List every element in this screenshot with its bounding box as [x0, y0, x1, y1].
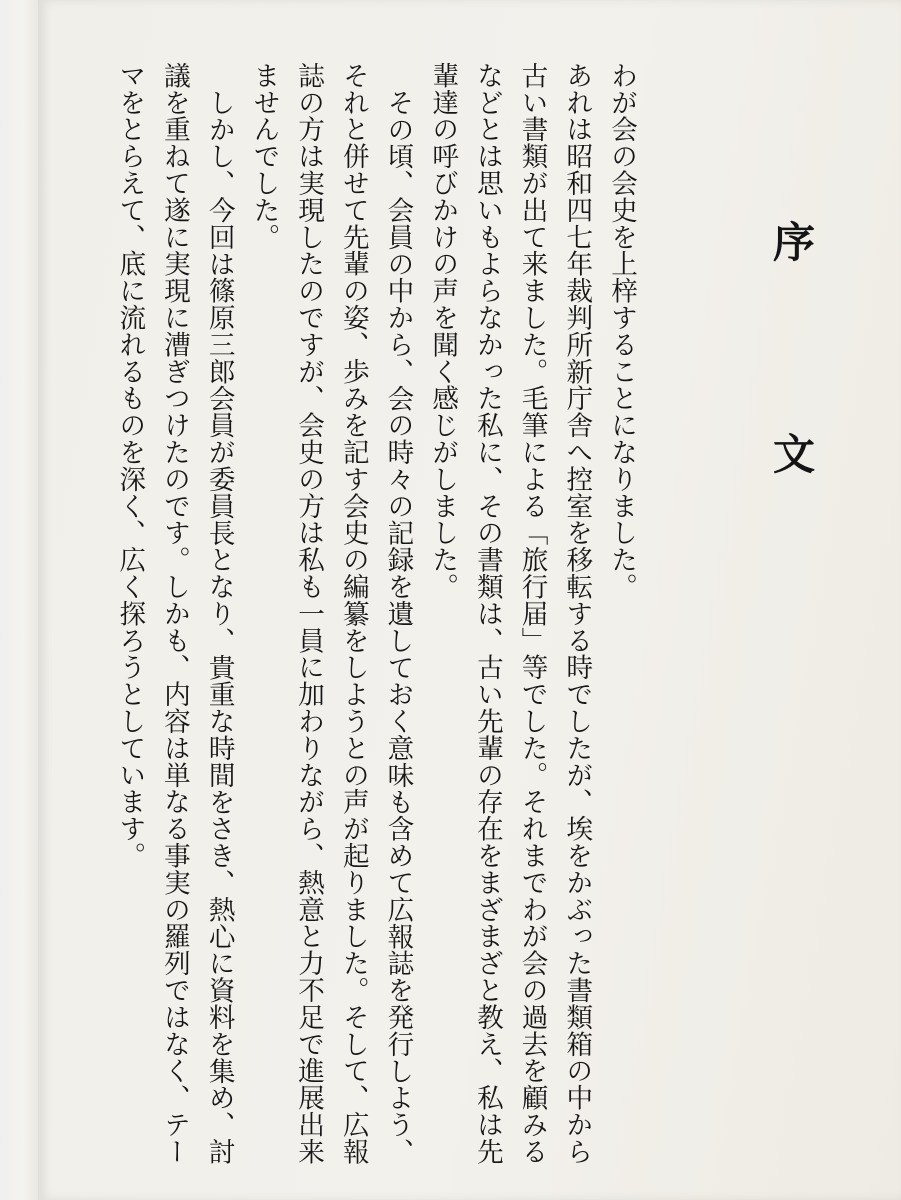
page-title: 序文 — [767, 220, 816, 644]
paragraph-1: わが会の会史を上梓することになりました。 — [606, 62, 637, 600]
body-text — [107, 62, 643, 1182]
book-page — [38, 0, 901, 1200]
paragraph-3: その頃、会員の中から、会の時々の記録を遺しておく意味も含めて広報誌を発行しよう、それと併せて先輩の姿、歩みを記す会史の編纂をしようとの声が起りました。そして、広報誌の方は実現したのですが、会史の方は私も一員に加わりながら、熱意と力不足で進展出来ませんでした。 — [248, 62, 414, 1165]
paragraph-4: しかし、今回は篠原三郎会員が委員長となり、貴重な時間をさき、熱心に資料を集め、討議を重ねて遂に実現に漕ぎつけたのです。しかも、内容は単なる事実の羅列ではなく、テーマをとらえて、底に流れるものを深く、広く探ろうとしています。 — [114, 62, 235, 1165]
adjacent-page-edge — [0, 0, 41, 1200]
paragraph-2: あれは昭和四七年裁判所新庁舎へ控室を移転する時でしたが、埃をかぶった書類箱の中から古い書類が出て来ました。毛筆による「旅行届」等でした。それまでわが会の過去を顧みるなどとは思いもよらなかった私に、その書類は、古い先輩の存在をまざまざと教え、私は先輩達の呼びかけの声を聞く感じがしました。 — [427, 62, 593, 1165]
